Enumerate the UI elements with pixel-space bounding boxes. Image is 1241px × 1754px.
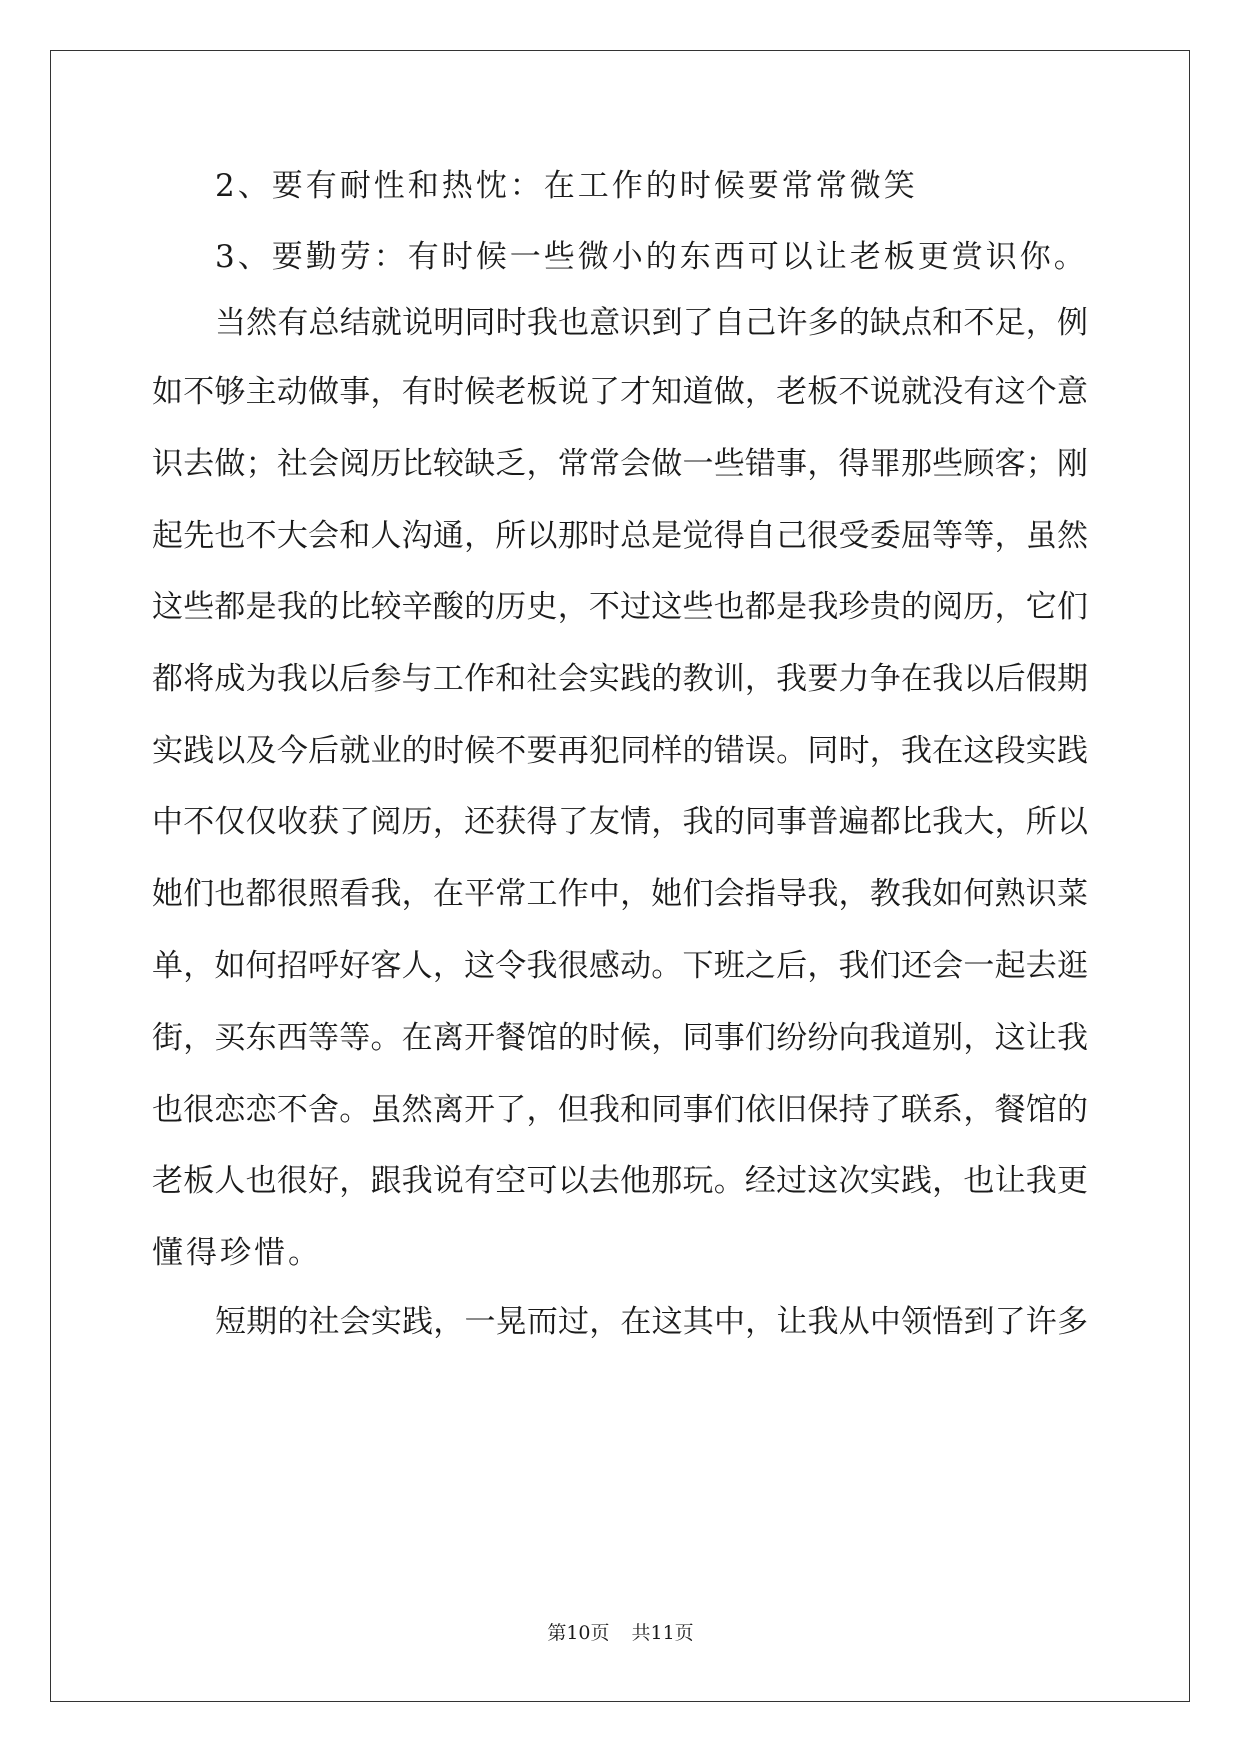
page-footer (0, 1618, 1241, 1645)
paragraph-line: 起先也不大会和人沟通，所以那时总是觉得自己很受委屈等等，虽然 (152, 518, 1088, 554)
page-total: 共11页 (631, 1622, 694, 1644)
paragraph-line: 都将成为我以后参与工作和社会实践的教训，我要力争在我以后假期 (152, 661, 1088, 697)
paragraph-line: 她们也都很照看我，在平常工作中，她们会指导我，教我如何熟识菜 (152, 876, 1088, 912)
page-number: 第10页 (547, 1622, 610, 1644)
paragraph-line: 单，如何招呼好客人，这令我很感动。下班之后，我们还会一起去逛 (152, 948, 1088, 984)
paragraph-line: 识去做；社会阅历比较缺乏，常常会做一些错事，得罪那些顾客；刚 (152, 446, 1088, 482)
paragraph-line: 短期的社会实践，一晃而过，在这其中，让我从中领悟到了许多 (215, 1304, 1088, 1340)
paragraph-line: 老板人也很好，跟我说有空可以去他那玩。经过这次实践，也让我更 (152, 1163, 1088, 1199)
list-item-2: 2、要有耐性和热忱：在工作的时候要常常微笑 (215, 168, 918, 204)
paragraph-line: 懂得珍惜。 (152, 1235, 322, 1271)
paragraph-line: 也很恋恋不舍。虽然离开了，但我和同事们依旧保持了联系，餐馆的 (152, 1092, 1088, 1128)
paragraph-line: 如不够主动做事，有时候老板说了才知道做，老板不说就没有这个意 (152, 374, 1088, 410)
paragraph-line: 街，买东西等等。在离开餐馆的时候，同事们纷纷向我道别，这让我 (152, 1020, 1088, 1056)
paragraph-line: 中不仅仅收获了阅历，还获得了友情，我的同事普遍都比我大，所以 (152, 804, 1088, 840)
paragraph-line: 当然有总结就说明同时我也意识到了自己许多的缺点和不足，例 (215, 305, 1088, 341)
paragraph-line: 这些都是我的比较辛酸的历史，不过这些也都是我珍贵的阅历，它们 (152, 589, 1088, 625)
list-item-3: 3、要勤劳：有时候一些微小的东西可以让老板更赏识你。 (215, 239, 1088, 275)
paragraph-line: 实践以及今后就业的时候不要再犯同样的错误。同时，我在这段实践 (152, 733, 1088, 769)
